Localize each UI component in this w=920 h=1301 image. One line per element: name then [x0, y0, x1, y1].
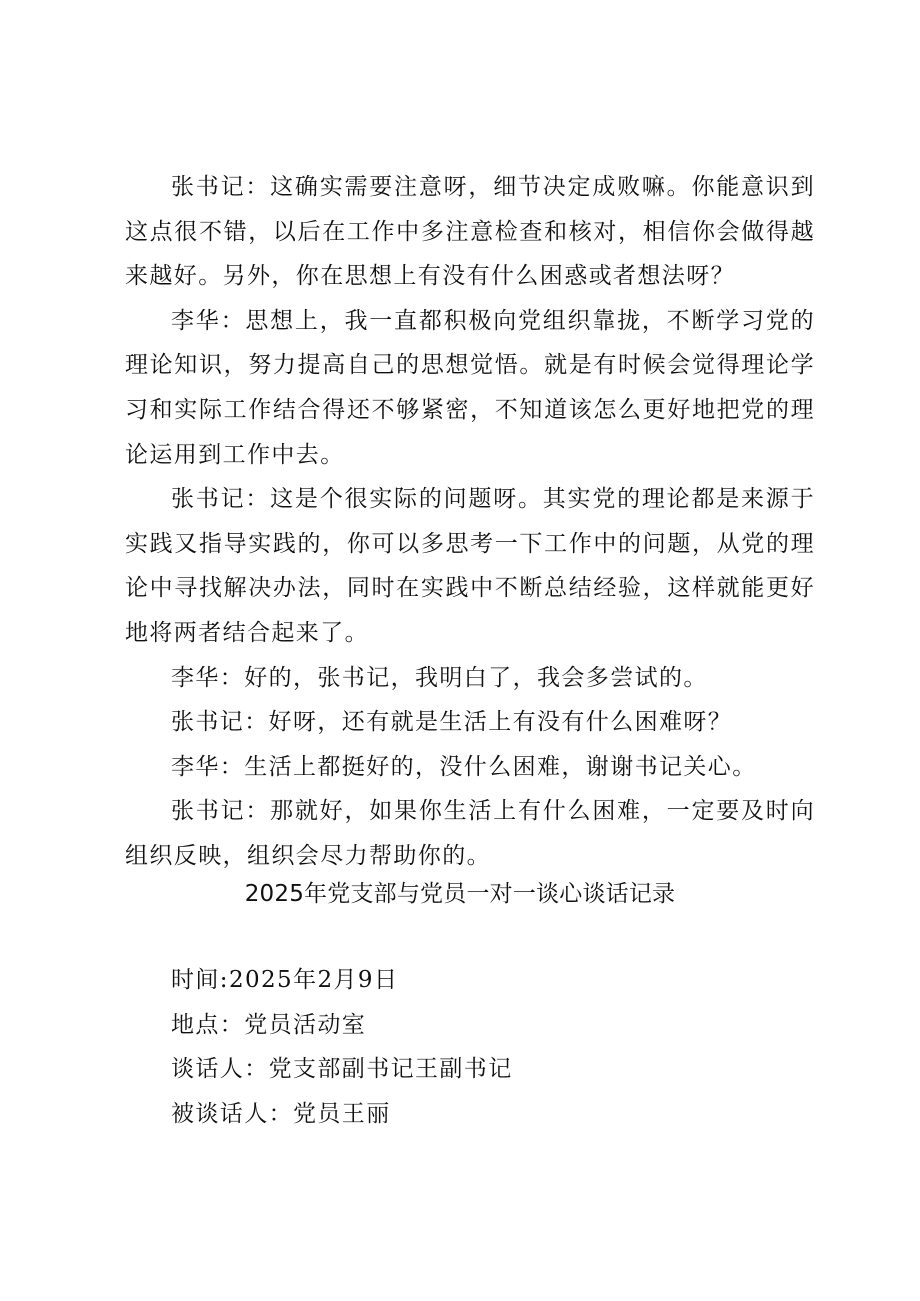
dialogue-section — [125, 165, 815, 879]
meta-interviewer: 谈话人：党支部副书记王副书记 — [171, 1056, 513, 1083]
document-title: 2025年党支部与党员一对一谈心谈话记录 — [244, 881, 676, 907]
meta-place: 地点：党员活动室 — [171, 1011, 367, 1038]
dialogue-paragraph: 张书记：好呀，还有就是生活上有没有什么困难呀？ — [171, 709, 733, 736]
dialogue-paragraph: 李华：生活上都挺好的，没什么困难，谢谢书记关心。 — [171, 753, 757, 780]
dialogue-paragraph: 张书记：这确实需要注意呀，细节决定成败嘛。你能意识到这点很不错，以后在工作中多注意检查和核对，相信你会做得越来越好。另外，你在思想上有没有什么困惑或者想法呀？ — [125, 174, 815, 290]
meta-interviewee: 被谈话人：党员王丽 — [171, 1100, 391, 1127]
record-meta — [171, 958, 811, 1136]
dialogue-paragraph: 张书记：那就好，如果你生活上有什么困难，一定要及时向组织反映，组织会尽力帮助你的。 — [125, 798, 815, 869]
dialogue-paragraph: 李华：好的，张书记，我明白了，我会多尝试的。 — [171, 664, 708, 691]
dialogue-paragraph: 李华：思想上，我一直都积极向党组织靠拢，不断学习党的理论知识，努力提高自己的思想觉悟。就是有时候会觉得理论学习和实际工作结合得还不够紧密，不知道该怎么更好地把党的理论运用到工作中去。 — [125, 307, 815, 468]
meta-time: 时间:2025年2月9日 — [171, 967, 399, 993]
dialogue-paragraph: 张书记：这是个很实际的问题呀。其实党的理论都是来源于实践又指导实践的，你可以多思考一下工作中的问题，从党的理论中寻找解决办法，同时在实践中不断总结经验，这样就能更好地将两者结合起来了。 — [125, 486, 815, 646]
